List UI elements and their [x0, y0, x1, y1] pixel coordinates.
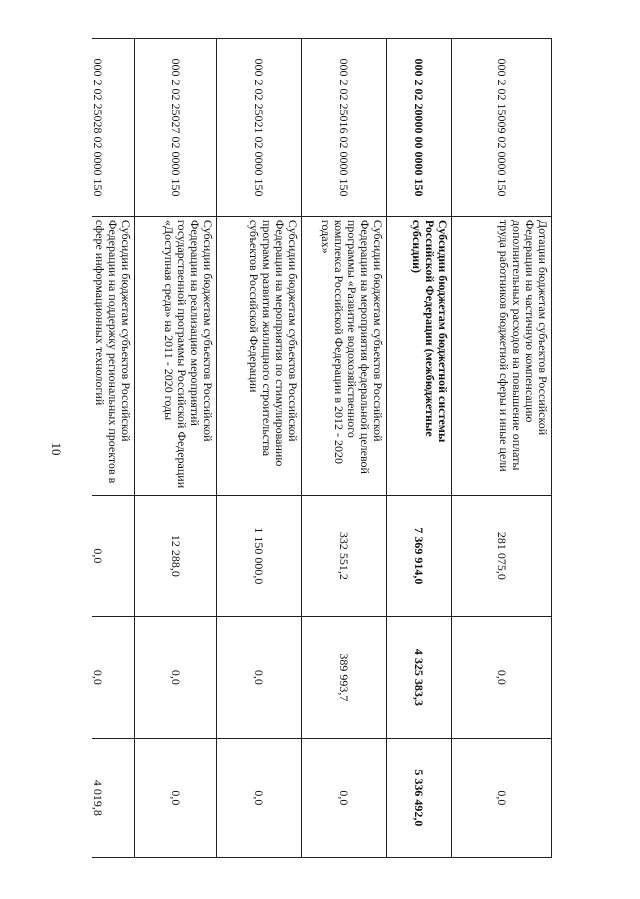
amount-cell: 5 336 492,0 — [387, 738, 452, 857]
budget-table-container — [92, 38, 552, 858]
amount-cell: 389 993,7 — [302, 617, 387, 738]
budget-revenue-table — [92, 38, 552, 858]
amount-cell: 0,0 — [452, 738, 552, 857]
amount-cell: 12 288,0 — [135, 495, 217, 616]
budget-classification-code: 000 2 02 25027 02 0000 150 — [135, 39, 217, 217]
table-row — [92, 39, 135, 858]
amount-cell: 0,0 — [135, 617, 217, 738]
amount-cell: 4 019,8 — [92, 738, 135, 857]
amount-cell: 0,0 — [302, 738, 387, 857]
amount-cell: 0,0 — [217, 738, 302, 857]
amount-cell: 0,0 — [452, 617, 552, 738]
table-row — [217, 39, 302, 858]
table-row — [452, 39, 552, 858]
amount-cell: 7 369 914,0 — [387, 495, 452, 616]
amount-cell: 0,0 — [217, 617, 302, 738]
revenue-item-name: Субсидии бюджетам бюджетной системы Российской Федерации (межбюджетные субсидии) — [387, 216, 452, 495]
amount-cell: 0,0 — [135, 738, 217, 857]
revenue-item-name: Субсидии бюджетам субъектов Российской Федерации на мероприятия по стимулированию программ развития жилищного строительства субъектов Российской Федерации — [217, 216, 302, 495]
page-number: 10 — [49, 442, 64, 456]
budget-classification-code: 000 2 02 15009 02 0000 150 — [452, 39, 552, 217]
budget-classification-code: 000 2 02 20000 00 0000 150 — [387, 39, 452, 217]
rotated-page-content — [92, 38, 552, 858]
amount-cell: 0,0 — [92, 495, 135, 616]
amount-cell: 281 075,0 — [452, 495, 552, 616]
revenue-item-name: Субсидии бюджетам субъектов Российской Федерации на мероприятия федеральной целевой программы «Развитие водохозяйственного комплекса Российской Федерации в 2012 - 2020 годах» — [302, 216, 387, 495]
table-row — [302, 39, 387, 858]
table-row — [135, 39, 217, 858]
revenue-item-name: Субсидии бюджетам субъектов Российской Федерации на поддержку региональных проектов в сфере информационных технологий — [92, 216, 135, 495]
amount-cell: 4 325 383,3 — [387, 617, 452, 738]
budget-classification-code: 000 2 02 25028 02 0000 150 — [92, 39, 135, 217]
revenue-item-name: Дотации бюджетам субъектов Российской Федерации на частичную компенсацию дополнительных расходов на повышение оплаты труда работников бюджетной сферы и иные цели — [452, 216, 552, 495]
table-row — [387, 39, 452, 858]
amount-cell: 332 551,2 — [302, 495, 387, 616]
revenue-item-name: Субсидии бюджетам субъектов Российской Федерации на реализацию мероприятий государственной программы Российской Федерации «Доступная среда» на 2011 - 2020 годы — [135, 216, 217, 495]
budget-classification-code: 000 2 02 25016 02 0000 150 — [302, 39, 387, 217]
amount-cell: 1 150 000,0 — [217, 495, 302, 616]
amount-cell: 0,0 — [92, 617, 135, 738]
budget-classification-code: 000 2 02 25021 02 0000 150 — [217, 39, 302, 217]
